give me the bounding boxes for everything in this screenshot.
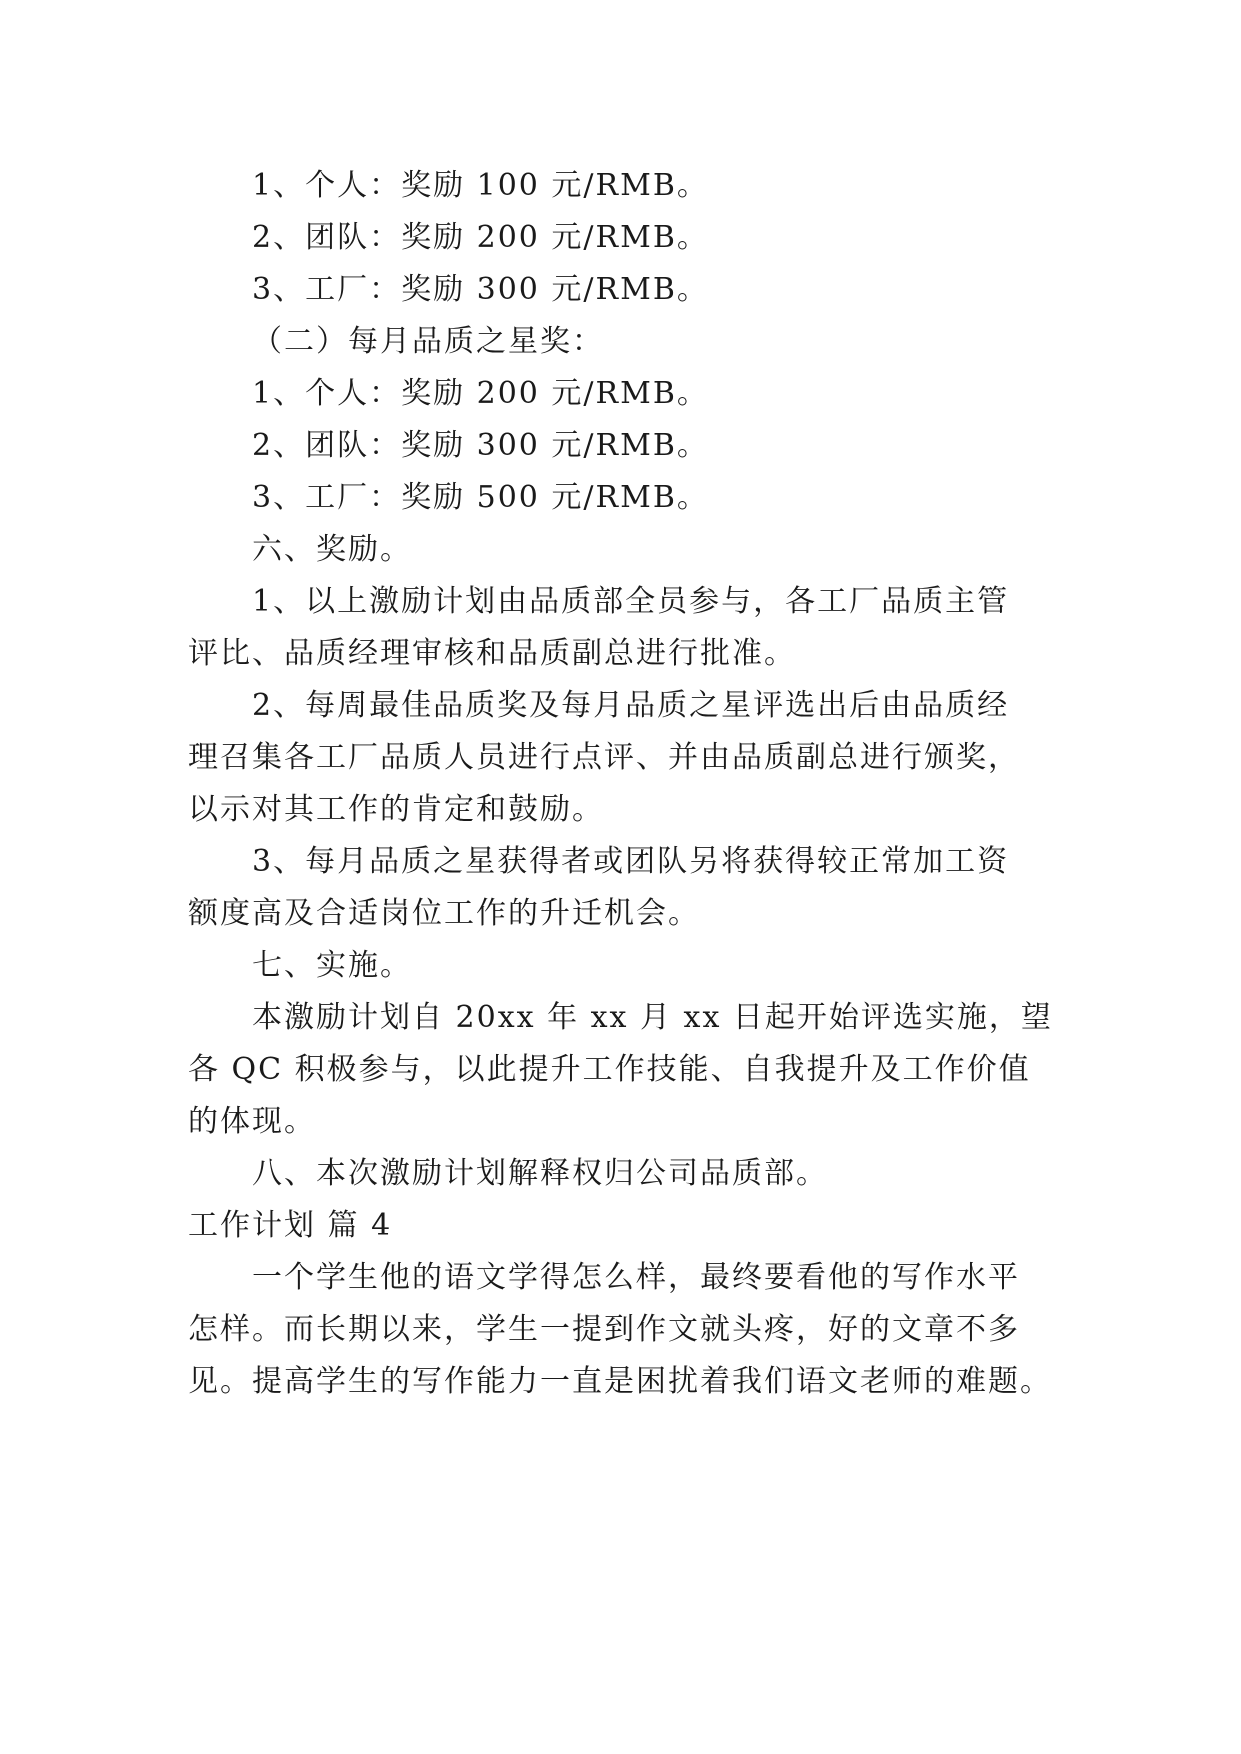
paragraph-line: 额度高及合适岗位工作的升迁机会。 [188, 896, 700, 931]
paragraph-line: 的体现。 [188, 1104, 316, 1139]
article-title: 工作计划 篇 4 [188, 1208, 393, 1243]
paragraph-line: 3、每月品质之星获得者或团队另将获得较正常加工资 [252, 844, 1010, 879]
paragraph-line: 怎样。而长期以来，学生一提到作文就头疼，好的文章不多 [188, 1312, 1020, 1347]
section-monthly-star: （二）每月品质之星奖： [252, 324, 604, 359]
award-monthly-factory: 3、工厂：奖励 500 元/RMB。 [252, 480, 709, 515]
section-heading-eight: 八、本次激励计划解释权归公司品质部。 [252, 1156, 828, 1191]
award-monthly-team: 2、团队：奖励 300 元/RMB。 [252, 428, 709, 463]
paragraph-line: 见。提高学生的写作能力一直是困扰着我们语文老师的难题。 [188, 1364, 1052, 1399]
paragraph-line: 理召集各工厂品质人员进行点评、并由品质副总进行颁奖， [188, 740, 1020, 775]
paragraph-line: 1、以上激励计划由品质部全员参与，各工厂品质主管 [252, 584, 1010, 619]
award-weekly-team: 2、团队：奖励 200 元/RMB。 [252, 220, 709, 255]
paragraph-line: 本激励计划自 20xx 年 xx 月 xx 日起开始评选实施，望 [252, 1000, 1053, 1035]
section-heading-seven: 七、实施。 [252, 948, 412, 983]
award-weekly-individual: 1、个人：奖励 100 元/RMB。 [252, 168, 709, 203]
award-monthly-individual: 1、个人：奖励 200 元/RMB。 [252, 376, 709, 411]
paragraph-line: 以示对其工作的肯定和鼓励。 [188, 792, 604, 827]
paragraph-line: 各 QC 积极参与，以此提升工作技能、自我提升及工作价值 [188, 1052, 1031, 1087]
paragraph-line: 一个学生他的语文学得怎么样，最终要看他的写作水平 [252, 1260, 1020, 1295]
award-weekly-factory: 3、工厂：奖励 300 元/RMB。 [252, 272, 709, 307]
paragraph-line: 2、每周最佳品质奖及每月品质之星评选出后由品质经 [252, 688, 1010, 723]
paragraph-line: 评比、品质经理审核和品质副总进行批准。 [188, 636, 796, 671]
section-heading-six: 六、奖励。 [252, 532, 412, 567]
